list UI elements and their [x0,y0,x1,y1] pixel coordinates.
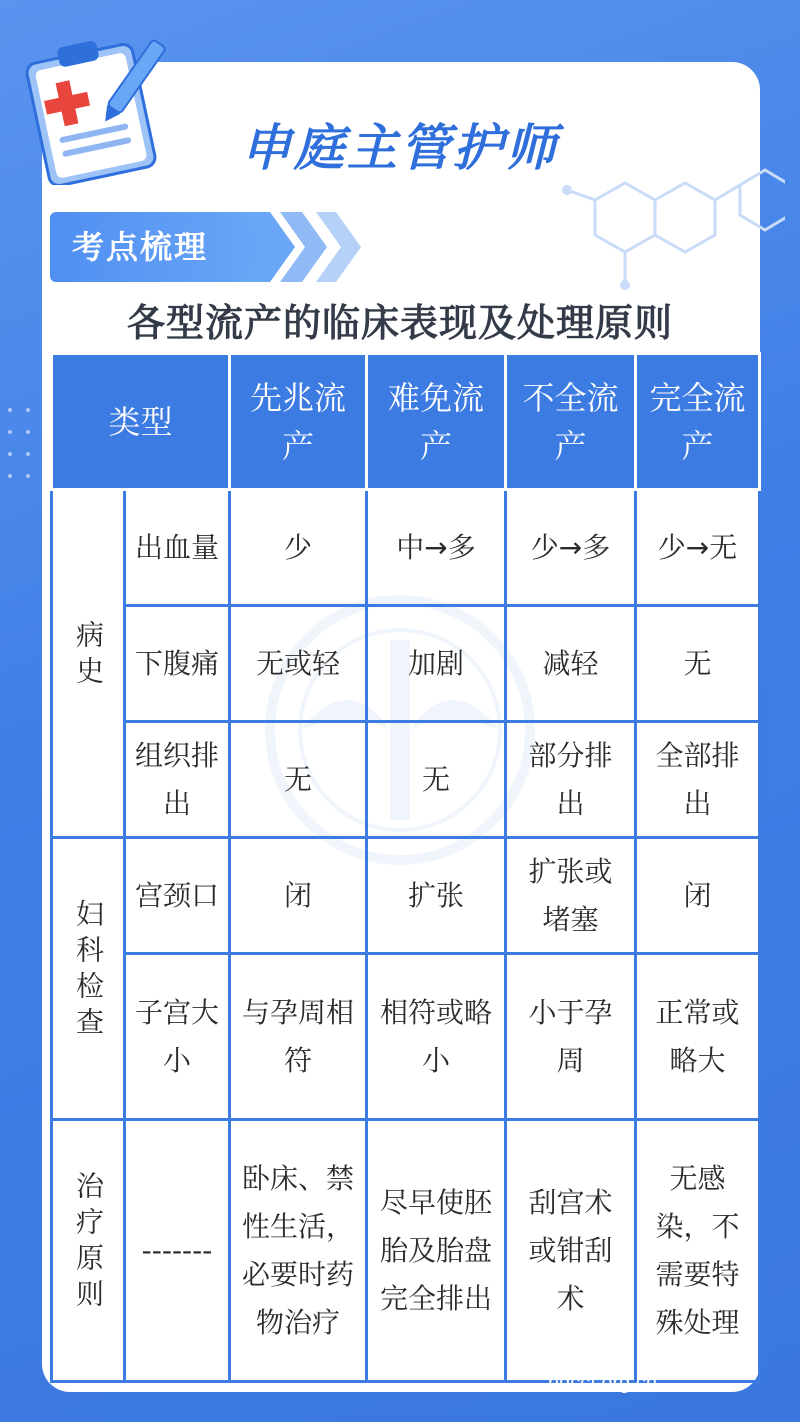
table-row [52,606,760,722]
page-title: 申庭主管护师 [241,119,559,177]
abortion-table [50,352,761,1383]
decor-dots [0,400,40,500]
table-cell: 少 [230,490,367,606]
row-label: 出血量 [125,490,230,606]
table-cell: 部分排出 [506,722,636,838]
table-cell: 无 [367,722,506,838]
footer-url: hdccf.org.cn [548,1372,657,1394]
table-cell: 与孕周相符 [230,954,367,1120]
table-row [52,954,760,1120]
row-label: 子宫大小 [125,954,230,1120]
group-label-history: 病史 [52,490,125,838]
chevron-right-icon [240,212,370,282]
table-cell: 加剧 [367,606,506,722]
table-row [52,1120,760,1382]
table-cell: 刮宫术或钳刮术 [506,1120,636,1382]
header-col: 不全流产 [506,354,636,490]
table-row [52,490,760,606]
table-cell: 闭 [636,838,760,954]
table-cell: 无 [230,722,367,838]
table-row [52,722,760,838]
table-cell: 正常或略大 [636,954,760,1120]
table-cell: 闭 [230,838,367,954]
table-cell: 全部排出 [636,722,760,838]
table-cell: 尽早使胚胎及胎盘完全排出 [367,1120,506,1382]
table-cell: 相符或略小 [367,954,506,1120]
header-col: 先兆流产 [230,354,367,490]
table-cell: 卧床、禁性生活，必要时药物治疗 [230,1120,367,1382]
table-row [52,838,760,954]
header-col: 完全流产 [636,354,760,490]
table-cell: 少→多 [506,490,636,606]
header-type: 类型 [52,354,230,490]
section-badge: 考点梳理 [50,212,265,282]
row-label: 组织排出 [125,722,230,838]
header-col: 难免流产 [367,354,506,490]
row-label: ------- [125,1120,230,1382]
table-cell: 扩张 [367,838,506,954]
table-header-row [52,354,760,490]
table-cell: 少→无 [636,490,760,606]
table-cell: 无或轻 [230,606,367,722]
table-cell: 无感染，不需要特殊处理 [636,1120,760,1382]
table-cell: 无 [636,606,760,722]
table-subtitle: 各型流产的临床表现及处理原则 [126,301,673,345]
row-label: 宫颈口 [125,838,230,954]
table-cell: 减轻 [506,606,636,722]
group-label-treatment: 治疗原则 [52,1120,125,1382]
table-cell: 扩张或堵塞 [506,838,636,954]
group-label-gyn-exam: 妇科检查 [52,838,125,1120]
table-cell: 小于孕周 [506,954,636,1120]
row-label: 下腹痛 [125,606,230,722]
table-cell: 中→多 [367,490,506,606]
